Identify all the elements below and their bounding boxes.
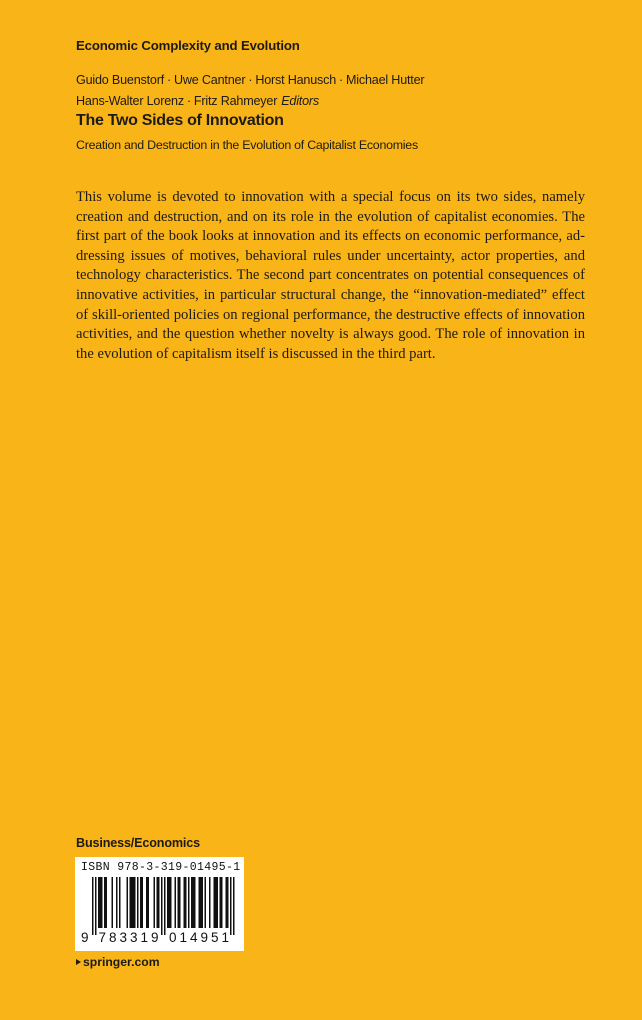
website-link[interactable]: springer.com	[83, 955, 160, 969]
editor-name: Uwe Cantner	[174, 73, 246, 87]
barcode-digit: 0	[169, 930, 177, 945]
editors-line-2	[76, 91, 424, 112]
editors-line-1	[76, 70, 424, 91]
publisher-website	[76, 955, 160, 969]
barcode-digit: 1	[221, 930, 230, 945]
barcode-digit: 9	[151, 930, 159, 945]
barcode-digit: 1	[140, 930, 149, 945]
editors-role-label: Editors	[281, 94, 319, 108]
book-title: The Two Sides of Innovation	[76, 112, 284, 129]
editor-name: Horst Hanusch	[255, 73, 337, 87]
barcode-digit: 1	[179, 930, 188, 945]
isbn-number: ISBN 978-3-319-01495-1	[81, 861, 241, 874]
barcode-digit: 3	[119, 930, 128, 945]
barcode-digit: 9	[81, 930, 89, 945]
book-subtitle: Creation and Destruction in the Evolution of Capitalist Economies	[76, 138, 418, 152]
isbn-barcode	[75, 857, 244, 951]
barcode-digit: 5	[211, 930, 219, 945]
name-separator: ·	[167, 73, 172, 87]
barcode-digit: 9	[200, 930, 209, 945]
name-separator: ·	[339, 73, 344, 87]
barcode-digits	[75, 857, 244, 951]
barcode-digit: 8	[109, 930, 117, 945]
name-separator: ·	[186, 94, 191, 108]
arrow-right-icon	[76, 959, 81, 965]
editors-list	[76, 70, 424, 112]
editor-name: Michael Hutter	[346, 73, 425, 87]
barcode-digit: 4	[190, 930, 198, 945]
barcode-digit: 7	[98, 930, 107, 945]
editor-name: Guido Buenstorf	[76, 73, 165, 87]
book-description: This volume is devoted to innovation with a special focus on its two sides, namely creation and destruction, and on its role in the evolution of capitalist economies. The first part of the book looks at innovation and its effects on economic performance, addressing issues of motives, behavioral rules under uncertainty, actor properties, and technology characteristics. The second part concentrates on potential consequences of innovative activities, in particular structural change, the “innovation-mediated” effect of skill-oriented policies on regional performance, the destructive effects of innovation activities, and the question whether novelty is always good. The role of innovation in the evolution of capitalism itself is discussed in the third part.	[76, 189, 585, 362]
editor-name: Fritz Rahmeyer	[193, 94, 278, 108]
barcode-digit: 3	[130, 930, 138, 945]
name-separator: ·	[248, 73, 253, 87]
editor-name: Hans-Walter Lorenz	[76, 94, 184, 108]
series-title: Economic Complexity and Evolution	[76, 38, 300, 53]
subject-category: Business/Economics	[76, 836, 200, 850]
